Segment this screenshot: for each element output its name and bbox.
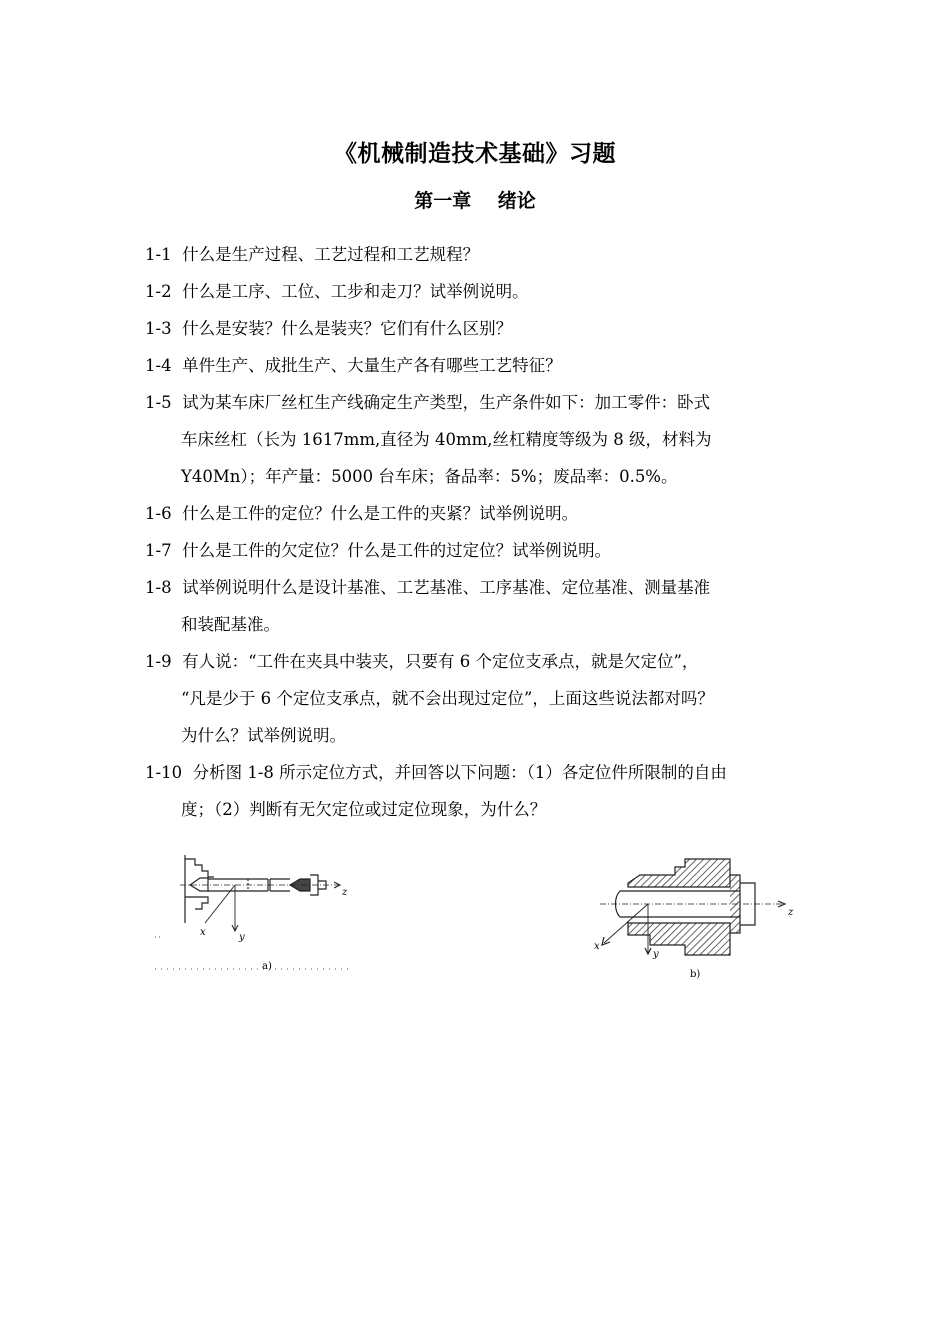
- axis-label-z: z: [788, 907, 794, 918]
- question-text: 什么是生产过程、工艺过程和工艺规程？: [182, 245, 480, 264]
- question-text: 什么是安装？什么是装夹？它们有什么区别？: [182, 319, 513, 338]
- document-title: 《机械制造技术基础》习题: [334, 140, 616, 167]
- question-number: 1-1: [145, 245, 172, 264]
- question-text: 分析图 1-8 所示定位方式，并回答以下问题：（1）各定位件所限制的自由: [192, 763, 727, 782]
- question-number: 1-5: [145, 393, 172, 412]
- question-text-continued: 为什么？试举例说明。: [181, 726, 346, 745]
- question-text: 什么是工件的欠定位？什么是工件的过定位？试举例说明。: [182, 541, 612, 560]
- question-text: 试为某车床厂丝杠生产线确定生产类型，生产条件如下：加工零件：卧式: [182, 393, 711, 412]
- question-text: 什么是工件的定位？什么是工件的夹紧？试举例说明。: [182, 504, 579, 523]
- question-item: [145, 495, 825, 532]
- question-list: [145, 236, 825, 828]
- figure-caption: b): [690, 969, 701, 980]
- axis-label-x: x: [200, 927, 206, 938]
- question-item: [145, 273, 825, 310]
- axis-label-x: x: [594, 941, 600, 952]
- figure-a-diagram: [150, 845, 360, 985]
- axis-label-y: y: [653, 949, 659, 960]
- question-item: [145, 384, 825, 495]
- question-item: [145, 569, 825, 643]
- question-text-continued: Y40Mn）；年产量：5000 台车床；备品率：5%；废品率：0.5%。: [181, 467, 678, 486]
- question-item: [145, 236, 825, 273]
- question-item: [145, 754, 825, 828]
- question-number: 1-10: [145, 763, 183, 782]
- question-number: 1-3: [145, 319, 172, 338]
- question-number: 1-4: [145, 356, 172, 375]
- chapter-heading: 第一章 绪论: [414, 190, 536, 212]
- question-item: [145, 643, 825, 754]
- question-number: 1-2: [145, 282, 172, 301]
- question-number: 1-9: [145, 652, 172, 671]
- question-text-continued: “凡是少于 6 个定位支承点，就不会出现过定位”，上面这些说法都对吗？: [181, 689, 714, 708]
- question-item: [145, 310, 825, 347]
- question-number: 1-6: [145, 504, 172, 523]
- question-item: [145, 532, 825, 569]
- figure-b-diagram: [590, 845, 800, 985]
- question-text: 单件生产、成批生产、大量生产各有哪些工艺特征？: [182, 356, 562, 375]
- question-text-continued: 车床丝杠（长为 1617mm,直径为 40mm,丝杠精度等级为 8 级，材料为: [181, 430, 712, 449]
- axis-label-z: z: [342, 887, 348, 898]
- figure-caption: a): [262, 961, 272, 972]
- question-number: 1-8: [145, 578, 172, 597]
- question-text: 什么是工序、工位、工步和走刀？试举例说明。: [182, 282, 529, 301]
- question-item: [145, 347, 825, 384]
- question-text: 试举例说明什么是设计基准、工艺基准、工序基准、定位基准、测量基准: [182, 578, 711, 597]
- axis-label-y: y: [239, 932, 245, 943]
- question-number: 1-7: [145, 541, 172, 560]
- question-text-continued: 度；（2）判断有无欠定位或过定位现象，为什么？: [181, 800, 547, 819]
- question-text: 有人说：“工件在夹具中装夹，只要有 6 个定位支承点，就是欠定位”，: [182, 652, 699, 671]
- question-text-continued: 和装配基准。: [181, 615, 280, 634]
